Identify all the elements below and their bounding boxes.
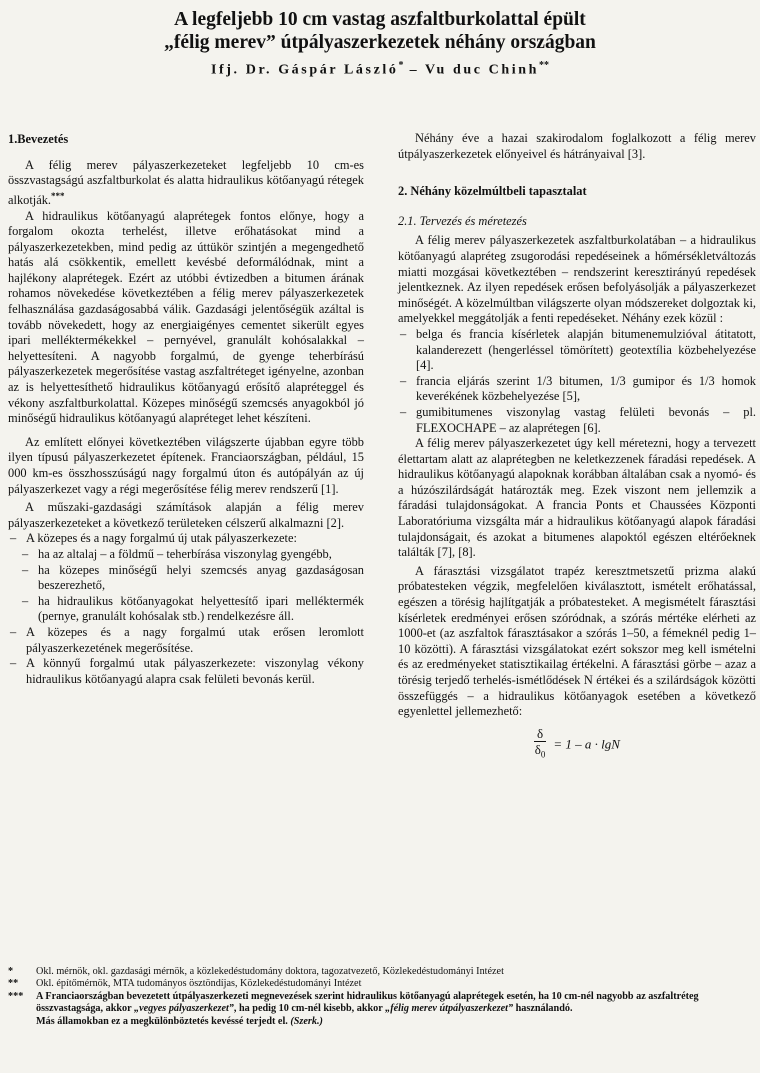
editor-note-sign: (Szerk.): [290, 1015, 323, 1027]
footnote-text: Okl. mérnök, okl. gazdasági mérnök, a közlekedéstudomány doktora, tagozatvezető, Közlekedéstudományi Intézet: [36, 966, 504, 977]
editor-note: [8, 1016, 752, 1028]
footnote-mark: ***: [8, 990, 24, 1002]
footnote-text: A Franciaországban bevezetett útpályaszerkezeti megnevezések szerint hidraulikus kötőanyagú alaprétegek esetén, ha 10 cm-nél nagyobb az aszfaltréteg összvastagsága, akkor: [36, 990, 699, 1015]
equation-numerator: δ: [534, 726, 546, 742]
sub-list-item: – ha az altalaj – a földmű – teherbírása viszonylag gyengébb,: [8, 547, 364, 563]
author-separator: –: [403, 62, 426, 78]
paragraph-text: A félig merev pályaszerkezeteket legfeljebb 10 cm-es összvastagságú aszfaltburkolat és alatta hidraulikus kötőanyagú rétegek alkotják.: [8, 157, 364, 207]
paragraph: A félig merev pályaszerkezetek aszfaltburkolatában – a hidraulikus kötőanyagú alapréteg zsugorodási repedéseinek a hőmérsékletváltozás miatti mozgásai következtében – rendszerint keresztirányú repedések jelentkeznek. Az ilyen repedések erősen befolyásolják a pályaszerkezet minőségét. A közelmúltban világszerte olyan módszereket dolgoztak ki, amelyekkel meggátolják a fenti repedéseket. Néhány ezek közül :: [398, 233, 756, 326]
list-item-text: A közepes és a nagy forgalmú új utak pályaszerkezete:: [26, 531, 297, 546]
title-line-2: „félig merev” útpályaszerkezetek néhány országban: [164, 32, 596, 53]
footnote-mark: **: [8, 978, 19, 990]
paragraph: [8, 158, 364, 209]
list-item: – francia eljárás szerint 1/3 bitumen, 1/3 gumipor és 1/3 homok keverékének közbehelyezése [5],: [398, 374, 756, 405]
author-1: Ifj. Dr. Gáspár László: [210, 62, 399, 78]
sub-list-item: – ha hidraulikus kötőanyagokat helyettesítő ipari melléktermék (pernye, granulált kohósalak stb.) rendelkezésre áll.: [8, 594, 364, 625]
right-column: [398, 131, 756, 762]
denominator-symbol: δ: [534, 741, 541, 757]
section-2-1-heading: 2.1. Tervezés és méretezés: [398, 213, 527, 228]
author-line: [0, 60, 760, 79]
footnote-ref-3: ***: [51, 190, 65, 201]
author-2: Vu duc Chinh: [425, 62, 540, 78]
equation-fraction: [534, 726, 546, 763]
paragraph: A félig merev pályaszerkezetet úgy kell méretezni, hogy a tervezett élettartam alatt az alaprétegben ne keletkezzenek fáradási repedések. A hidraulikus kötőanyagú alapoknak korábban általában csak a nyomó- és a húzószilárdságát határozták meg. Ezek viszont nem jellemzik a fáradási tulajdonságokat. A francia Ponts et Chaussées Központi Laboratóriuma vizsgálta már a hidraulikus kötőanyagú alapok fáradási tulajdonságait, és azokat a bitumenes alapoktól egészen eltérőeknek találták [7], [8].: [398, 436, 756, 560]
footnote-1: [8, 966, 752, 978]
method-list: [398, 327, 756, 436]
editor-note-text: Más államokban ez a megkülönböztetés kevéssé terjedt el.: [36, 1015, 288, 1027]
equation-denominator: [534, 742, 546, 763]
footnote-text: , ha pedig 10 cm-nél kisebb, akkor: [233, 1003, 383, 1015]
sub-list-item: – ha közepes minőségű helyi szemcsés anyag gazdaságosan beszerezhető,: [8, 563, 364, 594]
footnotes: [8, 966, 752, 1028]
list-item: [8, 531, 364, 625]
left-column: [8, 132, 364, 687]
section-1-heading: 1.Bevezetés: [8, 132, 69, 146]
paragraph: Az említett előnyei következtében világszerte újabban egyre több ilyen típusú pályaszerkezetet építenek. Franciaországban, például, 15 000 km-es összhosszúságú nagy forgalmú úton és autópályán az új pályaszerkezet vagy a régi megerősítése félig merev rendszerű [1].: [8, 434, 364, 496]
sub-list: [8, 547, 364, 625]
footnote-mark: *: [8, 966, 14, 977]
paragraph: A műszaki-gazdasági számítások alapján a félig merev pályaszerkezeteket a következő területeken célszerű alkalmazni [2].: [8, 500, 364, 530]
list-item: – A közepes és a nagy forgalmú utak erősen leromlott pályaszerkezetének megerősítése.: [8, 625, 364, 656]
denominator-subscript: 0: [540, 749, 546, 760]
footnote-term: „vegyes pályaszerkezet”: [134, 1003, 234, 1015]
list-item: – gumibitumenes viszonylag vastag felületi bevonás – pl. FLEXOCHAPE – az alaprétegen [6].: [398, 405, 756, 436]
fatigue-equation: [398, 726, 756, 763]
equation-right-side: = 1 – a · lgN: [553, 736, 620, 752]
footnote-2: [8, 978, 752, 990]
footnote-text: Okl. építőmérnök, MTA tudományos ösztöndíjas, Közlekedéstudományi Intézet: [36, 978, 362, 990]
paragraph: A hidraulikus kötőanyagú alaprétegek fontos előnye, hogy a forgalom okozta terhelést, illetve erőhatásokat mind a pályaszerkezetekben, mind pedig az úttükör szintjén a megengedhető hatás alá csökkentik, emellett kevésbé deformálódnak, mint a hajlékony alaprétegek. Ezért az utóbbi évtizedben a bitumen árának rohamos növekedése következtében a félig merev pályaszerkezetek felhasználása gazdaságosabbá válik. Gazdasági jelentőségük azáltal is tovább növekedett, hogy az energiaigényes cementet sikerült egyes ipari melléktermékekkel – pernyével, granulált kohósalakkal – helyettesíteni. A nagyobb forgalmú, de gyenge teherbírású pályaszerkezetek megerősítése vastag aszfaltréteget igényelne, azonban az is helyettesíthető hidraulikus kötőanyagú erősítő alapréteggel és vékony aszfaltburkolattal. Közepes minőségű szemcsés anyagokból jó minőségű hidraulikus kötőanyagú alapréteget lehet készíteni.: [8, 208, 364, 426]
article-title: [0, 8, 760, 54]
footnote-text: használandó.: [515, 1003, 573, 1015]
application-list: [8, 531, 364, 687]
footnote-term: „félig merev útpályaszerkezet”: [385, 1003, 514, 1015]
author-1-mark: *: [398, 60, 404, 71]
title-line-1: A legfeljebb 10 cm vastag aszfaltburkolattal épült: [174, 9, 586, 30]
footnote-3: [8, 991, 752, 1016]
section-2-heading: 2. Néhány közelmúltbeli tapasztalat: [398, 184, 587, 199]
paragraph: Néhány éve a hazai szakirodalom foglalkozott a félig merev útpályaszerkezetek előnyeivel és hátrányaival [3].: [398, 131, 756, 161]
article-header: [0, 8, 760, 79]
author-2-mark: **: [539, 60, 550, 71]
paragraph: A fárasztási vizsgálatot trapéz keresztmetszetű prizma alakú próbatesteken végzik, megfelelően kiválasztott, ismételt erőhatással, egészen a törésig hajlítgatják a próbatesteket. A megismételt fárasztási kísérletek eredményei erősen szóródnak, a szórás mértéke elérheti az 1000-et (az aszfaltok fárasztásakor a szórás 1–50, a fémeknél pedig 1–10 közötti). A fárasztási vizsgálatokat ezért sokszor meg kell ismételni és az eredményeket statisztikailag értékelni. A fárasztási görbe – azaz a törésig terjedő terhelés-ismétlődések N értékei és a szilárdságok közötti összefüggés – a hidraulikus kötőanyagok esetében a következő egyenlettel jellemezhető:: [398, 563, 756, 719]
list-item: – A könnyű forgalmú utak pályaszerkezete: viszonylag vékony hidraulikus kötőanyagú alapra csak felületi bevonás kerül.: [8, 656, 364, 687]
list-item: – belga és francia kísérletek alapján bitumenemulzióval átitatott, kalanderezett (hengerléssel tömörített) geotextília közbehelyezése [4].: [398, 327, 756, 374]
